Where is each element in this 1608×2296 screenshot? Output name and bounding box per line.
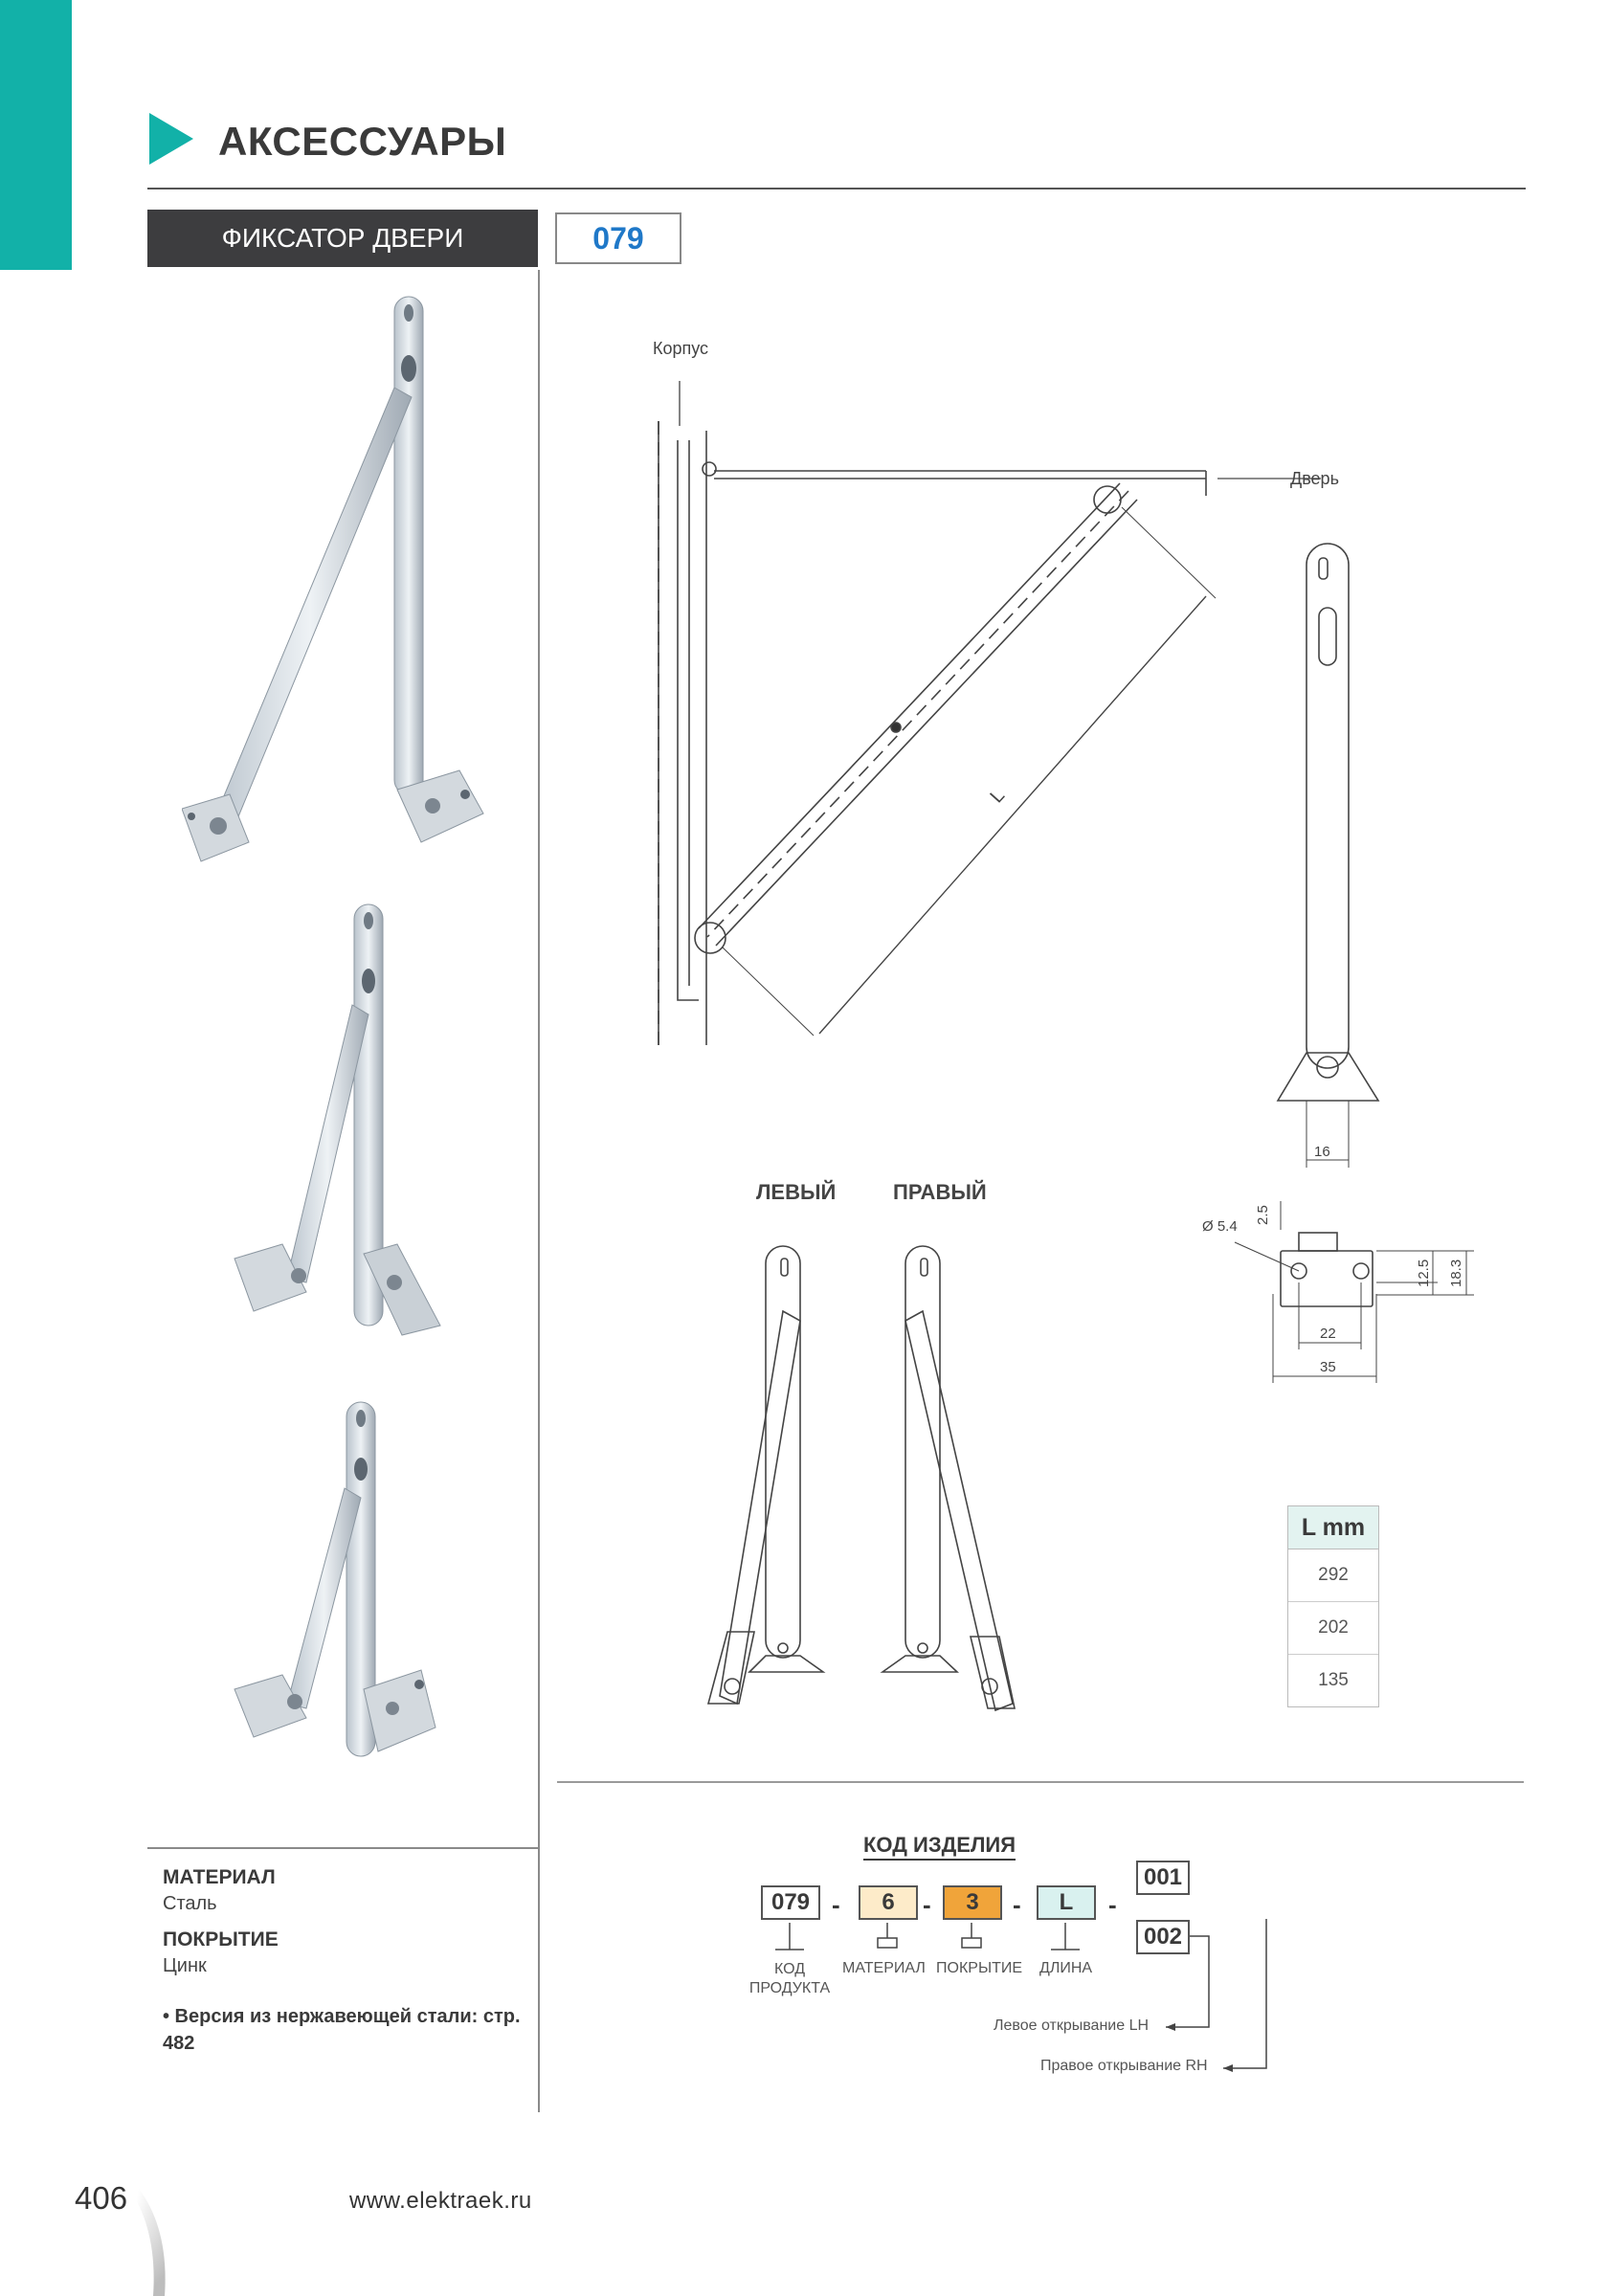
left-opening-label: Левое открывание LH <box>994 2017 1150 2034</box>
product-photo-large <box>182 292 498 866</box>
stainless-version-note: • Версия из нержавеющей стали: стр. 482 <box>163 2006 521 2054</box>
footer-url: www.elektraek.ru <box>349 2188 532 2214</box>
right-opening-label: Правое открывание RH <box>1040 2058 1208 2074</box>
dim-22: 22 <box>1320 1326 1336 1342</box>
dim-35: 35 <box>1320 1359 1336 1375</box>
code-dash: - <box>832 1890 840 1919</box>
title-arrow-icon <box>149 113 193 165</box>
product-code-box: 079 <box>555 212 681 264</box>
label-body: Корпус <box>653 339 709 358</box>
coating-heading: ПОКРЫТИЕ <box>163 1928 279 1950</box>
technical-drawing <box>632 325 1551 1732</box>
code-dash: - <box>1013 1890 1021 1919</box>
material-value: Сталь <box>163 1893 217 1914</box>
product-name-label: ФИКСАТОР ДВЕРИ <box>147 210 538 267</box>
coating-value: Цинк <box>163 1955 207 1976</box>
caption-coating: ПОКРЫТИЕ <box>936 1960 1023 1976</box>
material-heading: МАТЕРИАЛ <box>163 1866 276 1888</box>
code-option-001: 001 <box>1136 1861 1190 1895</box>
page-title: АКСЕССУАРЫ <box>218 119 507 164</box>
length-table-row: 135 <box>1318 1670 1349 1690</box>
dim-2-5: 2.5 <box>1255 1205 1271 1225</box>
length-table-header: L mm <box>1288 1506 1378 1549</box>
code-segment-material: 6 <box>859 1885 918 1920</box>
code-segment-length: L <box>1037 1885 1096 1920</box>
dim-diameter: Ø 5.4 <box>1202 1218 1238 1235</box>
label-right: ПРАВЫЙ <box>893 1180 987 1204</box>
dim-16: 16 <box>1314 1144 1330 1160</box>
length-table <box>1287 1505 1379 1707</box>
length-table-row: 292 <box>1288 1549 1378 1602</box>
label-door: Дверь <box>1290 469 1339 488</box>
code-dash: - <box>1108 1890 1117 1919</box>
accent-bar <box>0 0 72 270</box>
page-number: 406 <box>75 2180 128 2216</box>
caption-length: ДЛИНА <box>1039 1960 1093 1976</box>
code-segment-coating: 3 <box>943 1885 1002 1920</box>
caption-material: МАТЕРИАЛ <box>842 1960 926 1976</box>
label-length: L <box>986 785 1010 808</box>
column-divider <box>538 270 540 2112</box>
code-segment-product: 079 <box>761 1885 820 1920</box>
length-table-row: 202 <box>1288 1602 1378 1655</box>
dim-12-5: 12.5 <box>1416 1259 1432 1287</box>
caption-product-code: КОД ПРОДУКТА <box>748 1961 831 1996</box>
code-scheme-title: КОД ИЗДЕЛИЯ <box>863 1833 1016 1861</box>
left-divider <box>147 1847 538 1849</box>
product-photo-small <box>230 1397 450 1780</box>
title-divider <box>147 188 1526 189</box>
product-photo-medium <box>230 900 450 1349</box>
right-divider <box>557 1781 1524 1783</box>
code-dash: - <box>923 1890 931 1919</box>
dim-18-3: 18.3 <box>1448 1259 1464 1287</box>
label-left: ЛЕВЫЙ <box>756 1180 837 1204</box>
code-option-002: 002 <box>1136 1920 1190 1954</box>
